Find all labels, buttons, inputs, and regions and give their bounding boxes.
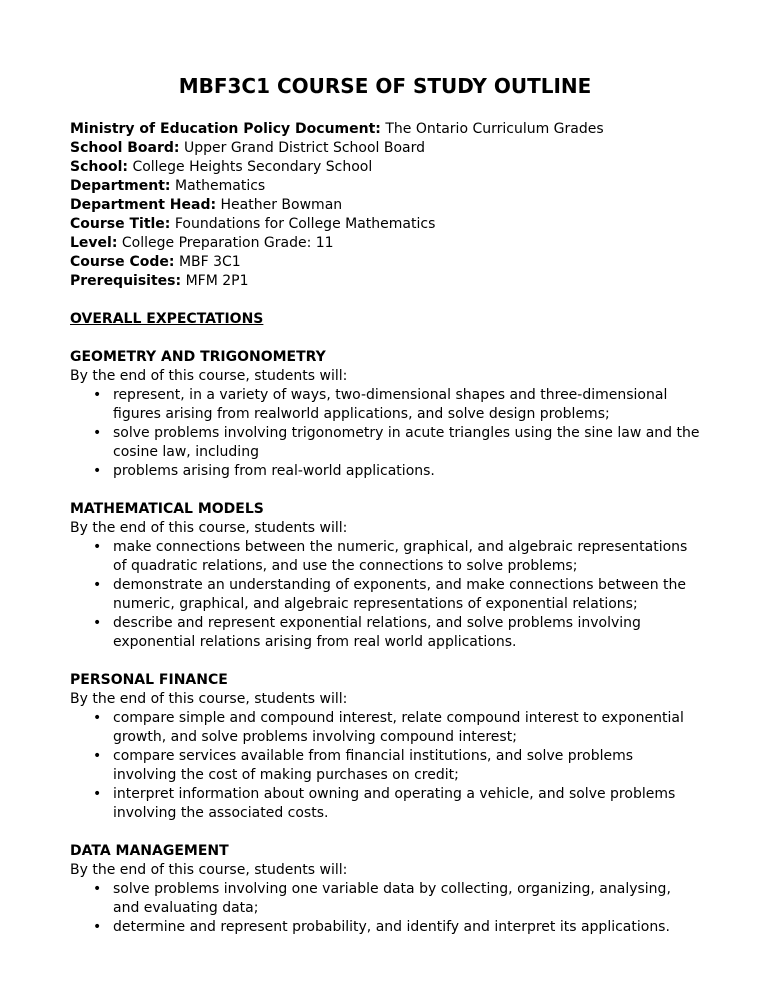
- bullet-icon: •: [93, 710, 102, 726]
- meta-school: [70, 158, 700, 177]
- meta-label: School:: [70, 159, 128, 175]
- meta-value: Heather Bowman: [220, 197, 343, 213]
- bullet-icon: •: [93, 919, 102, 935]
- list-item-text: interpret information about owning and operating a vehicle, and solve problems involving the associated costs.: [113, 786, 676, 821]
- section-data-management: [70, 842, 700, 937]
- bullet-icon: •: [93, 881, 102, 897]
- meta-value: Mathematics: [174, 178, 266, 194]
- list-item: [70, 918, 700, 937]
- meta-value: Upper Grand District School Board: [183, 140, 426, 156]
- meta-value: MFM 2P1: [185, 273, 249, 289]
- list-item-text: represent, in a variety of ways, two-dimensional shapes and three-dimensional figures arising from realworld applications, and solve design problems;: [113, 387, 668, 422]
- section-mathematical-models: [70, 500, 700, 652]
- meta-label: Prerequisites:: [70, 273, 182, 289]
- section-personal-finance: [70, 671, 700, 823]
- list-item: [70, 538, 700, 576]
- list-item-text: compare services available from financial institutions, and solve problems involving the cost of making purchases on credit;: [113, 748, 634, 783]
- bullet-icon: •: [93, 615, 102, 631]
- document-page: [70, 74, 700, 937]
- list-item-text: solve problems involving trigonometry in acute triangles using the sine law and the cosine law, including: [113, 425, 700, 460]
- meta-value: MBF 3C1: [178, 254, 241, 270]
- list-item-text: solve problems involving one variable data by collecting, organizing, analysing, and evaluating data;: [113, 881, 671, 916]
- meta-label: Department:: [70, 178, 171, 194]
- list-item: [70, 880, 700, 918]
- bullet-icon: •: [93, 425, 102, 441]
- list-item: [70, 462, 700, 481]
- section-title: GEOMETRY AND TRIGONOMETRY: [70, 349, 326, 365]
- meta-label: Course Title:: [70, 216, 171, 232]
- meta-level: [70, 234, 700, 253]
- bullet-icon: •: [93, 387, 102, 403]
- meta-school-board: [70, 139, 700, 158]
- meta-label: School Board:: [70, 140, 180, 156]
- meta-value: The Ontario Curriculum Grades: [385, 121, 604, 137]
- meta-label: Course Code:: [70, 254, 175, 270]
- list-item-text: describe and represent exponential relations, and solve problems involving exponential relations arising from real world applications.: [113, 615, 641, 650]
- bullet-icon: •: [93, 577, 102, 593]
- section-title: MATHEMATICAL MODELS: [70, 501, 264, 517]
- expectation-list: [70, 709, 700, 823]
- list-item-text: problems arising from real-world applications.: [113, 463, 435, 479]
- bullet-icon: •: [93, 539, 102, 555]
- bullet-icon: •: [93, 748, 102, 764]
- list-item-text: make connections between the numeric, graphical, and algebraic representations of quadratic relations, and use the connections to solve problems;: [113, 539, 688, 574]
- bullet-icon: •: [93, 786, 102, 802]
- meta-label: Department Head:: [70, 197, 217, 213]
- section-intro: By the end of this course, students will:: [70, 520, 348, 536]
- expectation-list: [70, 538, 700, 652]
- meta-value: Foundations for College Mathematics: [174, 216, 436, 232]
- section-intro: By the end of this course, students will:: [70, 862, 348, 878]
- section-intro: By the end of this course, students will:: [70, 691, 348, 707]
- meta-department: [70, 177, 700, 196]
- section-title: DATA MANAGEMENT: [70, 843, 229, 859]
- expectation-list: [70, 386, 700, 481]
- meta-label: Level:: [70, 235, 118, 251]
- list-item-text: compare simple and compound interest, relate compound interest to exponential growth, and solve problems involving compound interest;: [113, 710, 684, 745]
- bullet-icon: •: [93, 463, 102, 479]
- list-item-text: determine and represent probability, and identify and interpret its applications.: [113, 919, 670, 935]
- meta-department-head: [70, 196, 700, 215]
- list-item: [70, 386, 700, 424]
- meta-course-code: [70, 253, 700, 272]
- meta-value: College Preparation Grade: 11: [121, 235, 334, 251]
- expectation-list: [70, 880, 700, 937]
- section-intro: By the end of this course, students will:: [70, 368, 348, 384]
- overall-expectations-heading: OVERALL EXPECTATIONS: [70, 311, 264, 327]
- meta-course-title: [70, 215, 700, 234]
- course-meta: [70, 120, 700, 291]
- section-title: PERSONAL FINANCE: [70, 672, 228, 688]
- list-item: [70, 576, 700, 614]
- list-item: [70, 747, 700, 785]
- list-item: [70, 424, 700, 462]
- section-geometry-trigonometry: [70, 348, 700, 481]
- list-item: [70, 709, 700, 747]
- list-item: [70, 614, 700, 652]
- meta-prerequisites: [70, 272, 700, 291]
- list-item: [70, 785, 700, 823]
- meta-label: Ministry of Education Policy Document:: [70, 121, 381, 137]
- list-item-text: demonstrate an understanding of exponents, and make connections between the numeric, graphical, and algebraic representations of exponential relations;: [113, 577, 686, 612]
- meta-policy-document: [70, 120, 700, 139]
- document-title: MBF3C1 COURSE OF STUDY OUTLINE: [178, 74, 592, 98]
- meta-value: College Heights Secondary School: [132, 159, 373, 175]
